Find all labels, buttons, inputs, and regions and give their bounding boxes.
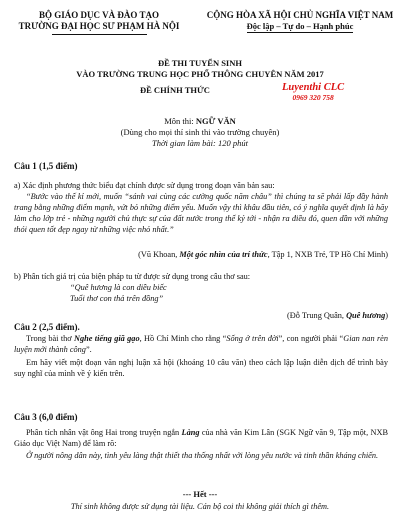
country-name: CỘNG HÒA XÃ HỘI CHỦ NGHĨA VIỆT NAM: [206, 10, 394, 20]
question-1a-source: (Vũ Khoan, Một góc nhìn của trí thức, Tập 1, NXB Trẻ, TP Hồ Chí Minh): [138, 250, 388, 259]
question-1b-source: (Đỗ Trung Quân, Quê hương): [287, 311, 388, 320]
subject-line: Môn thi: NGỮ VĂN: [164, 116, 236, 126]
time-limit: Thời gian làm bài: 120 phút: [152, 138, 248, 148]
ministry-name: BỘ GIÁO DỤC VÀ ĐÀO TẠO: [39, 10, 159, 20]
exam-subtitle: VÀO TRƯỜNG TRUNG HỌC PHỔ THÔNG CHUYÊN NĂM 2017: [76, 69, 324, 79]
header-divider: [52, 34, 147, 35]
ministry-header: [14, 10, 184, 32]
question-3-paragraph-2: Ở người nông dân này, tình yêu làng thật thiết tha thống nhất với lòng yêu nước và tinh thần kháng chiến.: [26, 451, 379, 460]
question-3-title: Câu 3 (6,0 điểm): [14, 412, 78, 422]
question-2-paragraph-1: Trong bài thơ Nghe tiếng giã gạo, Hồ Chí Minh cho rằng “Sống ở trên đời”, con người phải “Gian nan rèn luyện mới thành công”.: [14, 334, 389, 354]
national-header: [205, 10, 395, 32]
question-1a-quote: “Bước vào thế kỉ mới, muốn “sánh vai cùng các cường quốc năm châu” thì chúng ta sẽ phải lấp đầy hành trang bằng những điểm mạnh, vứt bỏ những điểm yếu. Muốn vậy thì khâu đầu tiên, có ý nghĩa quyết định là hãy làm cho lớp trẻ - những người chủ thực sự của đất nước trong thế kỷ tới - nhận ra điều đó, quen dần với những thói quen tốt đẹp ngay từ những việc nhỏ nhất.”: [14, 192, 388, 234]
exam-title: ĐỀ THI TUYỂN SINH: [157, 58, 242, 68]
question-1-title: Câu 1 (1,5 điểm): [14, 161, 78, 171]
watermark-stamp: [282, 82, 344, 102]
question-1a-prompt: a) Xác định phương thức biểu đạt chính được sử dụng trong đoạn văn bản sau:: [14, 181, 275, 190]
subject-note: (Dùng cho mọi thí sinh thi vào trường chuyên): [120, 127, 280, 137]
university-name: TRƯỜNG ĐẠI HỌC SƯ PHẠM HÀ NỘI: [18, 21, 180, 31]
poem-line-2: Tuổi thơ con thả trên đồng”: [70, 294, 164, 303]
question-2-paragraph-2: Em hãy viết một đoạn văn nghị luận xã hội (khoảng 10 câu văn) theo cách lập luận diễn dịch để trình bày suy nghĩ của mình về ý kiến trên.: [14, 358, 388, 378]
end-mark: --- Hết ---: [182, 489, 218, 499]
stamp-brand: Luyenthi CLC: [282, 82, 345, 93]
national-motto: Độc lập – Tự do – Hạnh phúc: [246, 21, 354, 31]
question-2-title: Câu 2 (2,5 điểm).: [14, 322, 80, 332]
official-label: ĐỀ CHÍNH THỨC: [140, 85, 210, 95]
footer-note: Thí sinh không được sử dụng tài liệu. Cán bộ coi thi không giải thích gì thêm.: [70, 502, 330, 511]
question-1b-prompt: b) Phân tích giá trị của biện pháp tu từ được sử dụng trong câu thơ sau:: [14, 272, 251, 281]
stamp-phone: 0969 320 758: [292, 93, 334, 102]
subject-name: NGỮ VĂN: [195, 116, 236, 126]
poem-line-1: “Quê hương là con diều biếc: [70, 283, 167, 292]
question-3-paragraph-1: Phân tích nhân vật ông Hai trong truyện ngắn Làng của nhà văn Kim Lân (SGK Ngữ văn 9, Tập một, NXB Giáo dục Việt Nam) để làm rõ:: [14, 428, 388, 448]
